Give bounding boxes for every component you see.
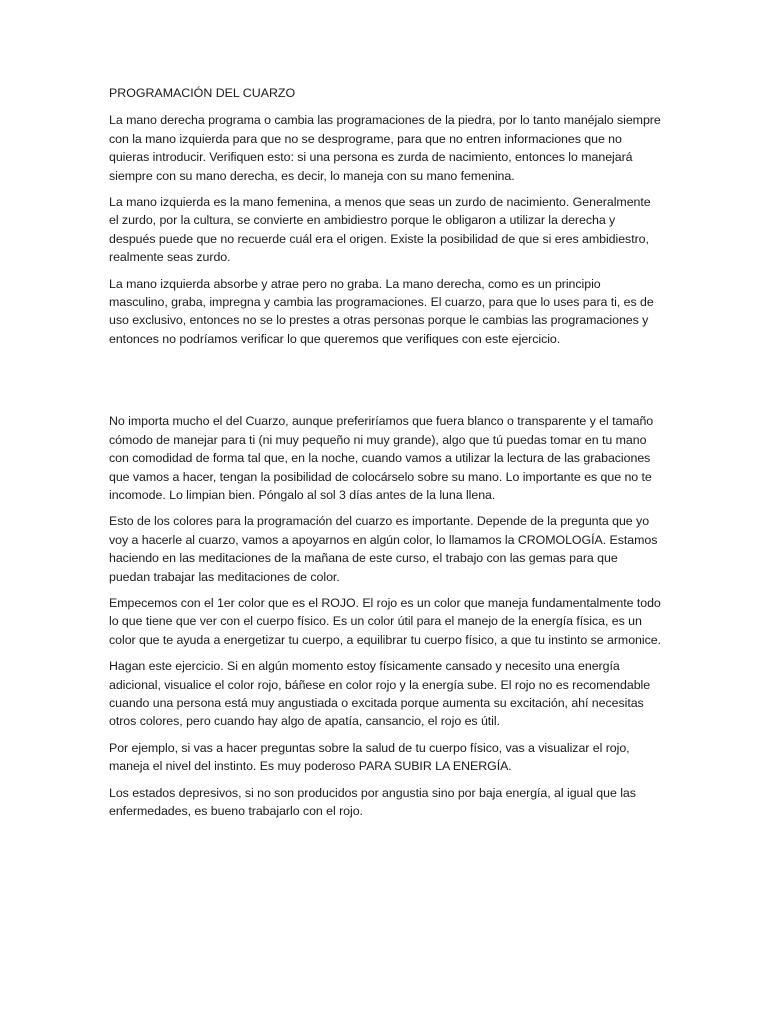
paragraph: Los estados depresivos, si no son producidos por angustia sino por baja energía, al igual que las enfermedades, es bueno trabajarlo con el rojo.: [109, 785, 636, 818]
document-title: PROGRAMACIÓN DEL CUARZO: [109, 86, 296, 100]
document-body: [109, 84, 661, 828]
paragraph: No importa mucho el del Cuarzo, aunque preferiríamos que fuera blanco o transparente y el tamaño cómodo de manejar para ti (ni muy pequeño ni muy grande), algo que tú puedas tomar en tu mano con comodidad de forma tal que, en la noche, cuando vamos a utilizar la lectura de las grabaciones que vamos a hacer, tengan la posibilidad de colocárselo sobre su mano. Lo importante es que no te incomode. Lo limpian bien. Póngalo al sol 3 días antes de la luna llena.: [109, 414, 654, 502]
paragraph: La mano derecha programa o cambia las programaciones de la piedra, por lo tanto manéjalo siempre con la mano izquierda para que no se desprograme, para que no entren informaciones que no quieras introducir. Verifiquen esto: si una persona es zurda de nacimiento, entonces lo manejará siempre con su mano derecha, es decir, lo maneja con su mano femenina.: [109, 113, 661, 183]
paragraph: Hagan este ejercicio. Si en algún momento estoy físicamente cansado y necesito una energía adicional, visualice el color rojo, báñese en color rojo y la energía sube. El rojo no es recomendable cuando una persona está muy angustiada o excitada porque aumenta su excitación, ahí necesitas otros colores, pero cuando hay algo de apatía, cansancio, el rojo es útil.: [109, 659, 651, 729]
paragraph: Por ejemplo, si vas a hacer preguntas sobre la salud de tu cuerpo físico, vas a visualizar el rojo, maneja el nivel del instinto. Es muy poderoso PARA SUBIR LA ENERGÍA.: [109, 740, 630, 774]
paragraph: La mano izquierda absorbe y atrae pero no graba. La mano derecha, como es un principio masculino, graba, impregna y cambia las programaciones. El cuarzo, para que lo uses para ti, es de uso exclusivo, entonces no se lo prestes a otras personas porque le cambias las programaciones y entonces no podríamos verificar lo que queremos que verifiques con este ejercicio.: [109, 276, 654, 346]
paragraph: Esto de los colores para la programación del cuarzo es importante. Depende de la pregunta que yo voy a hacerle al cuarzo, vamos a apoyarnos en algún color, lo llamamos la CROMOLOGÍA. Estamos haciendo en las meditaciones de la mañana de este curso, el trabajo con las gemas para que puedan trabajar las meditaciones de color.: [109, 514, 658, 584]
blank-space: [109, 356, 661, 412]
paragraph: Empecemos con el 1er color que es el ROJO. El rojo es un color que maneja fundamentalmente todo lo que tiene que ver con el cuerpo físico. Es un color útil para el manejo de la energía física, es un color que te ayuda a energetizar tu cuerpo, a equilibrar tu cuerpo físico, a que tu instinto se armonice.: [109, 595, 661, 647]
paragraph: La mano izquierda es la mano femenina, a menos que seas un zurdo de nacimiento. Generalmente el zurdo, por la cultura, se convierte en ambidiestro porque le obligaron a utilizar la derecha y después puede que no recuerde cuál era el origen. Existe la posibilidad de que si eres ambidiestro, realmente seas zurdo.: [109, 195, 651, 265]
